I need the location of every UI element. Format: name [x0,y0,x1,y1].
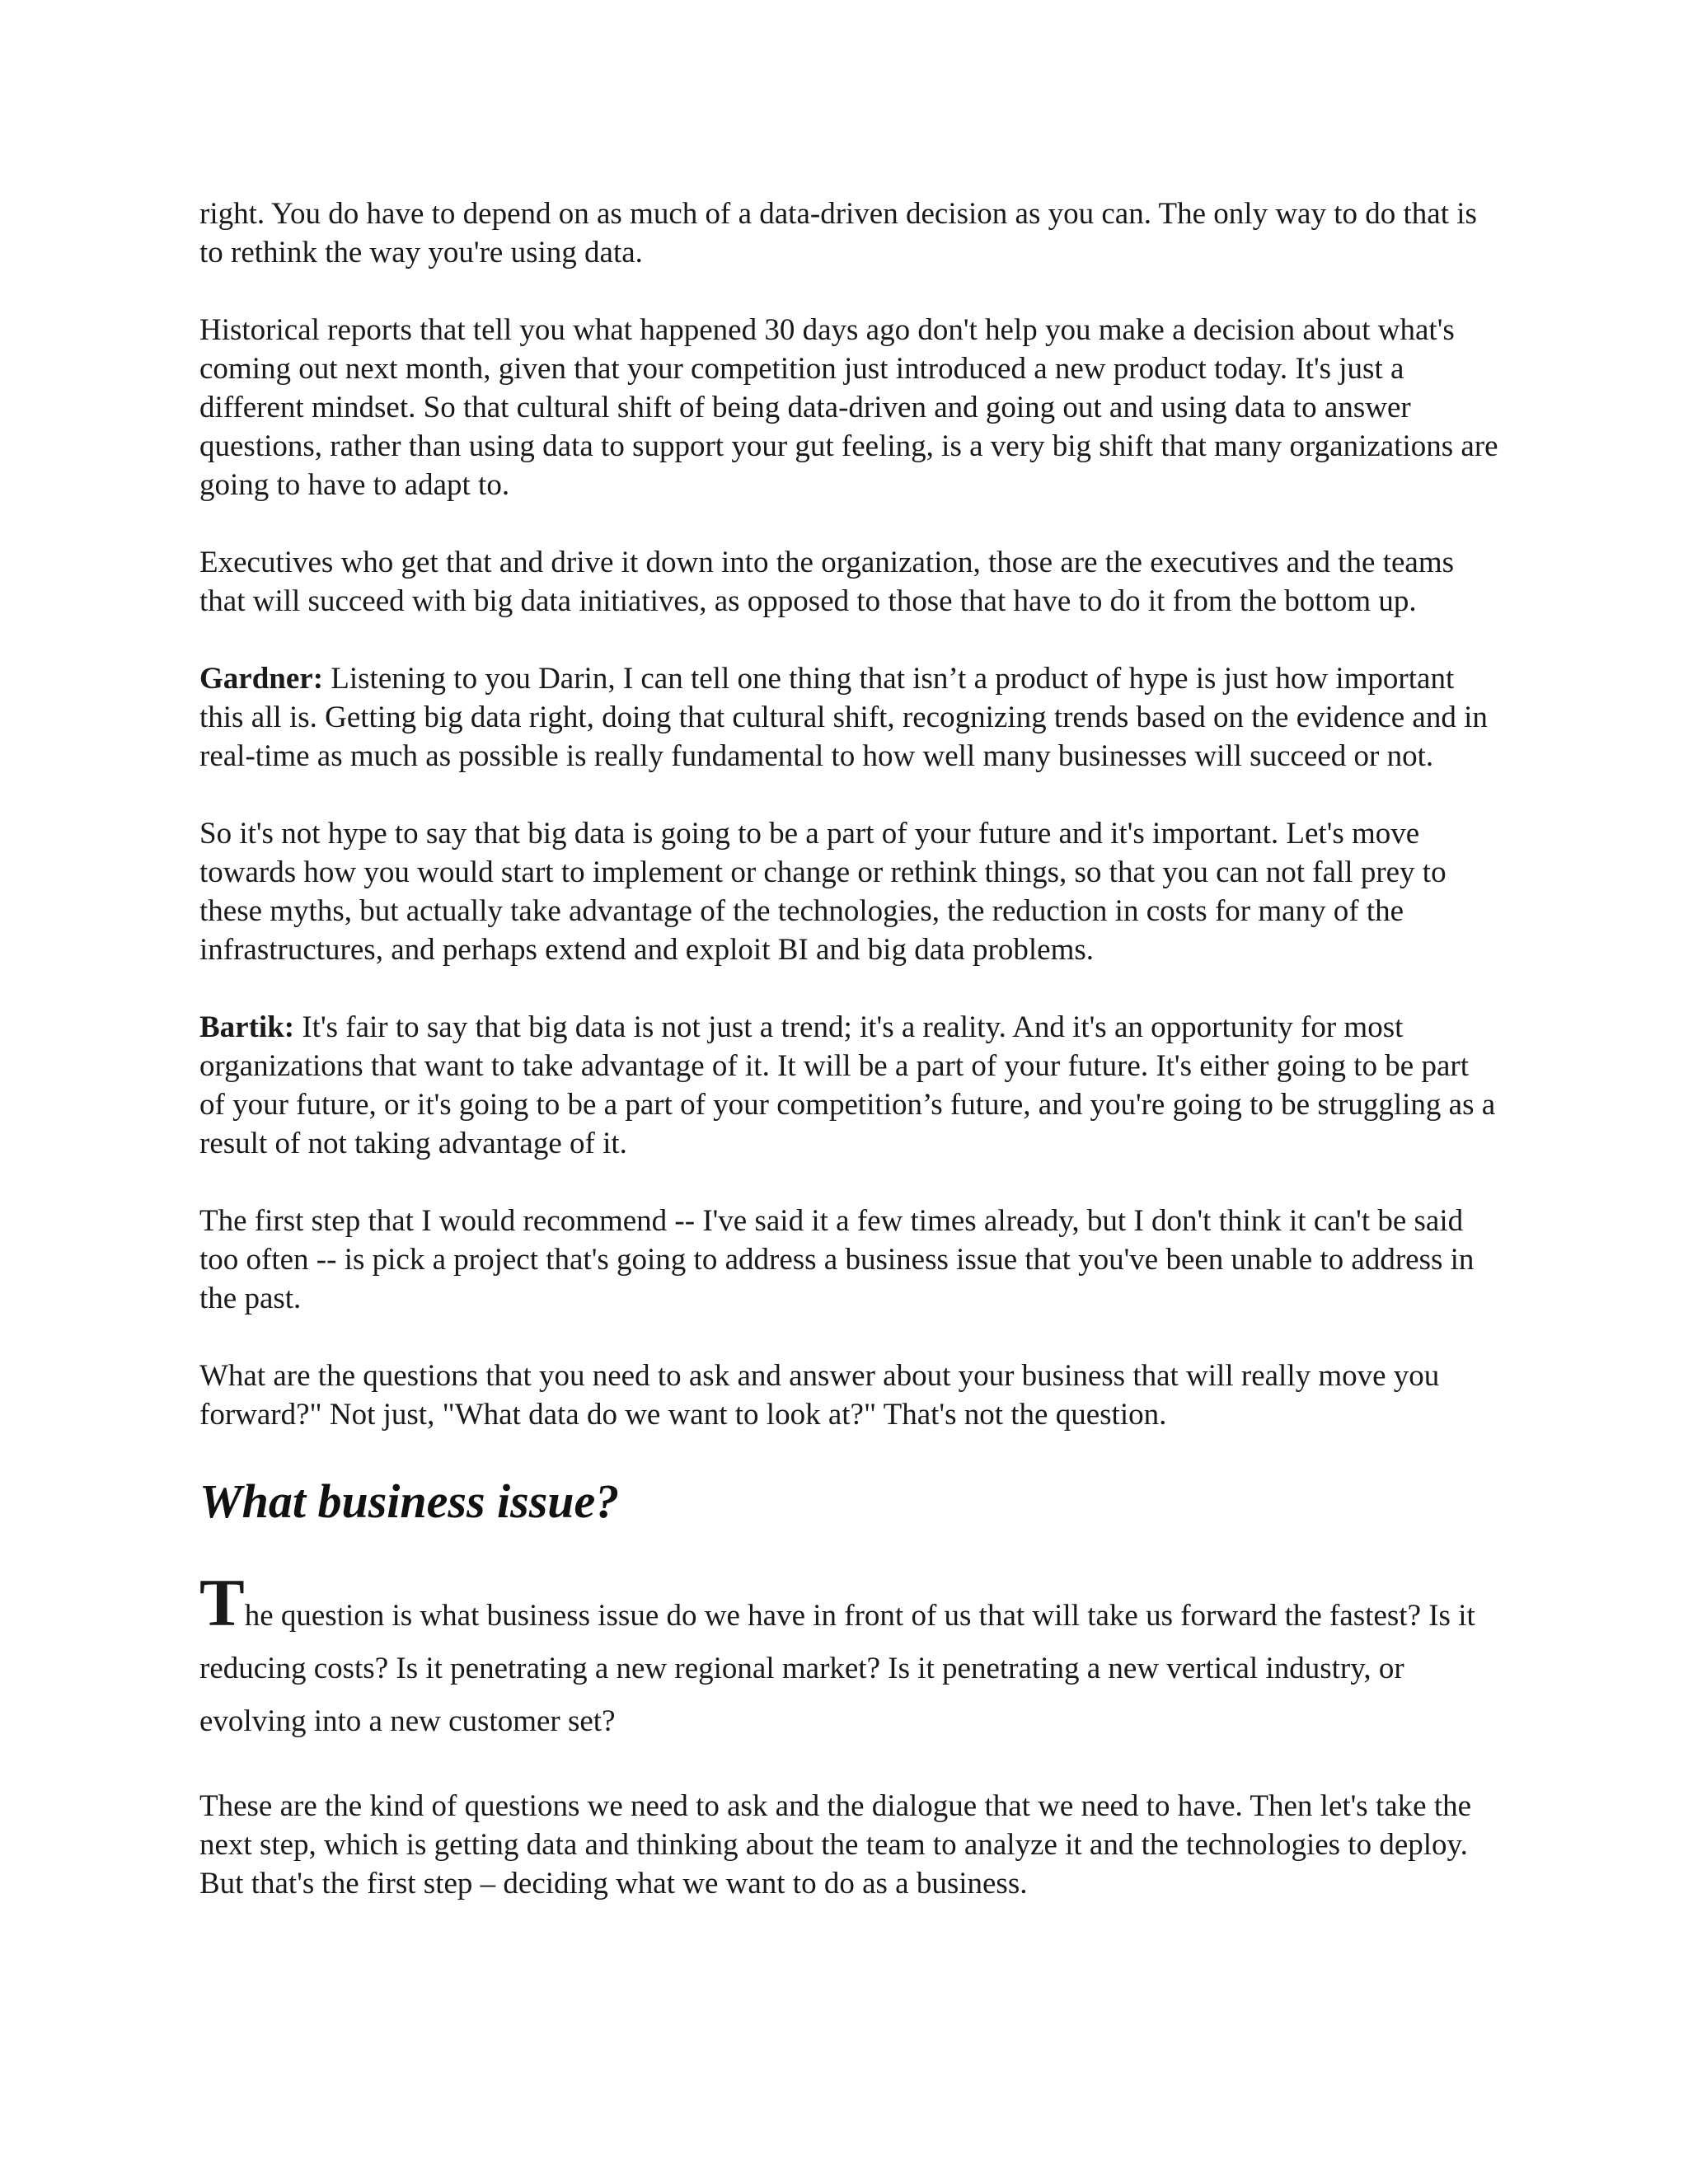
paragraph-text: The first step that I would recommend -- I've said it a few times already, but I don't think it can't be said too often -- is pick a project that's going to address a business issue that you've been unable to address in the past. [199,1204,1475,1315]
paragraph-text: Listening to you Darin, I can tell one thing that isn’t a product of hype is just how important this all is. Getting big data right, doing that cultural shift, recognizing trends based on the evidence and in real-time as much as possible is really fundamental to how well many businesses will succeed or not. [199,662,1488,773]
dropcap-paragraph [199,1565,1502,1748]
document-body [199,194,1502,1942]
paragraph-bartik [199,1008,1502,1163]
paragraph-text: Historical reports that tell you what happened 30 days ago don't help you make a decision about what's coming out next month, given that your competition just introduced a new product today. It's just a different mindset. So that cultural shift of being data-driven and going out and using data to answer questions, rather than using data to support your gut feeling, is a very big shift that many organizations are going to have to adapt to. [199,313,1498,502]
paragraph [199,1357,1502,1434]
paragraph-gardner [199,659,1502,776]
paragraph [199,194,1502,272]
speaker-name: Bartik: [199,1010,295,1044]
paragraph-text: It's fair to say that big data is not just a trend; it's a reality. And it's an opportunity for most organizations that want to take advantage of it. It will be a part of your future. It's either going to be part of your future, or it's going to be a part of your competition’s future, and you're going to be struggling as a result of not taking advantage of it. [199,1010,1496,1160]
paragraph-text: These are the kind of questions we need to ask and the dialogue that we need to have. Then let's take the next step, which is getting data and thinking about the team to analyze it and the technologies to deploy. But that's the first step – deciding what we want to do as a business. [199,1789,1472,1900]
paragraph-text: he question is what business issue do we have in front of us that will take us forward the fastest? Is it reducing costs? Is it penetrating a new regional market? Is it penetrating a new vertical industry, or evolving into a new customer set? [199,1599,1475,1738]
paragraph [199,543,1502,621]
paragraph-text: So it's not hype to say that big data is going to be a part of your future and it's important. Let's move towards how you would start to implement or change or rethink things, so that you can not fall prey to these myths, but actually take advantage of the technologies, the reduction in costs for many of the infrastructures, and perhaps extend and exploit BI and big data problems. [199,817,1447,967]
paragraph-text: right. You do have to depend on as much of a data-driven decision as you can. The only way to do that is to rethink the way you're using data. [199,197,1477,269]
paragraph [199,311,1502,504]
paragraph [199,1202,1502,1318]
paragraph [199,814,1502,969]
speaker-name: Gardner: [199,662,324,696]
paragraph-text: Executives who get that and drive it down into the organization, those are the executives and the teams that will succeed with big data initiatives, as opposed to those that have to do it from the bottom up. [199,546,1455,618]
drop-cap-letter: T [199,1565,245,1640]
paragraph [199,1787,1502,1903]
section-heading: What business issue? [199,1474,620,1528]
paragraph-text: What are the questions that you need to ask and answer about your business that will really move you forward?" Not just, "What data do we want to look at?" That's not the question. [199,1359,1440,1432]
